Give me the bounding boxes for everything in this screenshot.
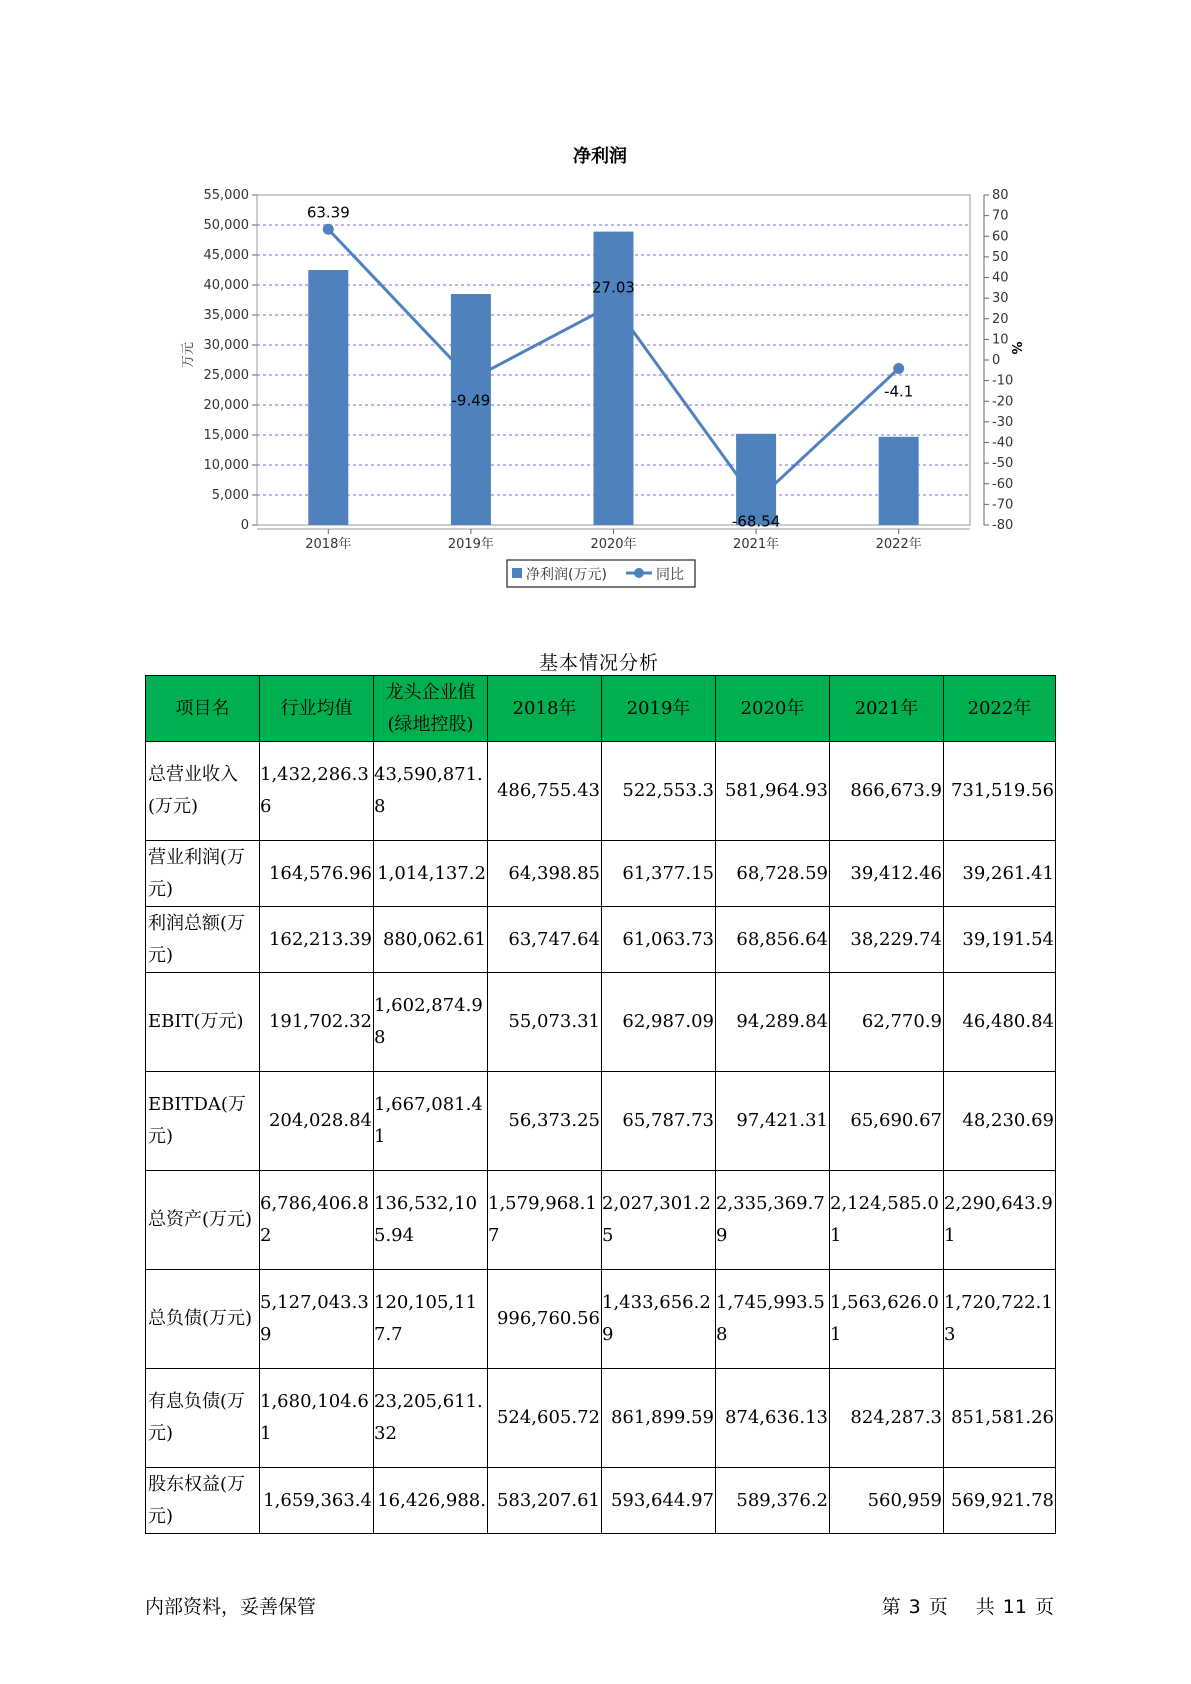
table-cell: 522,553.3 — [602, 742, 716, 841]
x-tick-label: 2019年 — [447, 537, 494, 552]
yoy-point — [751, 496, 762, 507]
table-cell: 94,289.84 — [716, 973, 830, 1072]
table-cell: 1,659,363.4 — [260, 1468, 374, 1534]
header-cell: 2021年 — [830, 676, 944, 742]
row-label-cell: 有息负债(万元) — [146, 1369, 260, 1468]
table-cell: 64,398.85 — [488, 841, 602, 907]
table-cell: 2,290,643.91 — [944, 1171, 1056, 1270]
table-cell: 1,667,081.41 — [374, 1072, 488, 1171]
y2-tick-label: -40 — [992, 435, 1014, 451]
table-cell: 191,702.32 — [260, 973, 374, 1072]
row-label-cell: EBITDA(万元) — [146, 1072, 260, 1171]
net-profit-chart — [0, 0, 1191, 600]
header-cell: 龙头企业值(绿地控股) — [374, 676, 488, 742]
legend-line-label: 同比 — [656, 567, 684, 583]
table-cell: 866,673.9 — [830, 742, 944, 841]
y2-tick-label: -70 — [992, 497, 1014, 513]
table-cell: 65,787.73 — [602, 1072, 716, 1171]
table-cell: 62,770.9 — [830, 973, 944, 1072]
y-tick-label: 10,000 — [203, 458, 249, 473]
x-tick-label: 2021年 — [733, 537, 780, 552]
table-cell: 16,426,988. — [374, 1468, 488, 1534]
x-tick-label: 2018年 — [305, 537, 352, 552]
yoy-point — [608, 299, 619, 310]
table-cell: 589,376.2 — [716, 1468, 830, 1534]
yoy-point — [323, 224, 334, 235]
y2-tick-label: 20 — [992, 311, 1009, 327]
table-cell: 136,532,105.94 — [374, 1171, 488, 1270]
page-indicator — [874, 1592, 1054, 1619]
table-cell: 824,287.3 — [830, 1369, 944, 1468]
table-cell: 1,602,874.98 — [374, 973, 488, 1072]
table-row — [146, 973, 1056, 1072]
table-cell: 1,432,286.36 — [260, 742, 374, 841]
table-cell: 39,261.41 — [944, 841, 1056, 907]
table-header-row — [146, 676, 1056, 742]
table-row — [146, 1369, 1056, 1468]
table-cell: 46,480.84 — [944, 973, 1056, 1072]
row-label-cell: 利润总额(万元) — [146, 907, 260, 973]
header-cell: 2018年 — [488, 676, 602, 742]
table-row — [146, 1072, 1056, 1171]
yoy-point — [465, 374, 476, 385]
table-cell: 6,786,406.82 — [260, 1171, 374, 1270]
table-cell: 1,014,137.2 — [374, 841, 488, 907]
legend-bar-swatch — [512, 568, 522, 578]
table-cell: 5,127,043.39 — [260, 1270, 374, 1369]
legend-line-marker — [634, 568, 644, 578]
table-title: 基本情况分析 — [538, 652, 659, 674]
y2-tick-label: 40 — [992, 270, 1009, 286]
table-cell: 23,205,611.32 — [374, 1369, 488, 1468]
table-cell: 593,644.97 — [602, 1468, 716, 1534]
table-cell: 880,062.61 — [374, 907, 488, 973]
row-label-cell: 总营业收入(万元) — [146, 742, 260, 841]
total-prefix: 共 — [975, 1596, 995, 1618]
table-cell: 996,760.56 — [488, 1270, 602, 1369]
basic-analysis-table — [145, 675, 1056, 1534]
y2-axis-label: % — [1008, 341, 1023, 355]
table-cell: 65,690.67 — [830, 1072, 944, 1171]
table-cell: 55,073.31 — [488, 973, 602, 1072]
table-cell: 583,207.61 — [488, 1468, 602, 1534]
table-cell: 164,576.96 — [260, 841, 374, 907]
confidential-note: 内部资料，妥善保管 — [145, 1596, 317, 1618]
table-cell: 38,229.74 — [830, 907, 944, 973]
table-cell: 63,747.64 — [488, 907, 602, 973]
table-cell: 62,987.09 — [602, 973, 716, 1072]
chart-bars — [308, 232, 918, 525]
header-cell: 行业均值 — [260, 676, 374, 742]
table-cell: 56,373.25 — [488, 1072, 602, 1171]
yoy-point — [893, 363, 904, 374]
table-cell: 1,579,968.17 — [488, 1171, 602, 1270]
table-cell: 68,728.59 — [716, 841, 830, 907]
page-total: 11 — [1002, 1596, 1027, 1618]
row-label-cell: 总资产(万元) — [146, 1171, 260, 1270]
table-cell: 874,636.13 — [716, 1369, 830, 1468]
page-unit: 页 — [928, 1596, 948, 1618]
table-cell: 1,720,722.13 — [944, 1270, 1056, 1369]
y2-tick-label: 50 — [992, 249, 1009, 265]
table-cell: 162,213.39 — [260, 907, 374, 973]
table-cell: 48,230.69 — [944, 1072, 1056, 1171]
table-cell: 861,899.59 — [602, 1369, 716, 1468]
header-cell: 项目名 — [146, 676, 260, 742]
table-row — [146, 1171, 1056, 1270]
y2-tick-label: -50 — [992, 456, 1014, 472]
y2-tick-label: 10 — [992, 332, 1009, 348]
legend-bar-label: 净利润(万元) — [526, 567, 607, 583]
row-label-cell: 股东权益(万元) — [146, 1468, 260, 1534]
yoy-data-label: 63.39 — [306, 203, 350, 222]
y-tick-label: 30,000 — [203, 338, 249, 353]
table-cell: 569,921.78 — [944, 1468, 1056, 1534]
table-row — [146, 907, 1056, 973]
table-cell: 560,959 — [830, 1468, 944, 1534]
chart-legend — [507, 560, 695, 587]
header-cell: 2020年 — [716, 676, 830, 742]
table-cell: 1,433,656.29 — [602, 1270, 716, 1369]
row-label-cell: EBIT(万元) — [146, 973, 260, 1072]
header-cell: 2019年 — [602, 676, 716, 742]
yoy-data-label: -9.49 — [451, 391, 491, 410]
net-profit-bar — [879, 437, 919, 525]
page-current: 3 — [908, 1596, 921, 1618]
net-profit-bar — [308, 270, 348, 525]
table-cell: 851,581.26 — [944, 1369, 1056, 1468]
table-cell: 61,063.73 — [602, 907, 716, 973]
y-tick-label: 55,000 — [203, 188, 249, 203]
table-cell: 120,105,117.7 — [374, 1270, 488, 1369]
y2-tick-label: 30 — [992, 291, 1009, 307]
page-prefix: 第 — [881, 1596, 901, 1618]
chart-title: 净利润 — [573, 146, 627, 167]
row-label-cell: 总负债(万元) — [146, 1270, 260, 1369]
table-cell: 97,421.31 — [716, 1072, 830, 1171]
row-label-cell: 营业利润(万元) — [146, 841, 260, 907]
table-cell: 731,519.56 — [944, 742, 1056, 841]
table-cell: 204,028.84 — [260, 1072, 374, 1171]
table-cell: 2,335,369.79 — [716, 1171, 830, 1270]
y2-tick-label: -60 — [992, 476, 1014, 492]
yoy-data-label: 27.03 — [592, 278, 635, 297]
table-cell: 1,745,993.58 — [716, 1270, 830, 1369]
y2-tick-label: -30 — [992, 414, 1014, 430]
y-tick-label: 35,000 — [203, 308, 249, 323]
table-row — [146, 742, 1056, 841]
y-axis-label: 万元 — [181, 341, 196, 369]
table-row — [146, 1270, 1056, 1369]
y-tick-label: 40,000 — [203, 278, 249, 293]
table-cell: 1,563,626.01 — [830, 1270, 944, 1369]
y-tick-label: 5,000 — [211, 488, 249, 503]
table-cell: 486,755.43 — [488, 742, 602, 841]
table-cell: 61,377.15 — [602, 841, 716, 907]
table-cell: 39,191.54 — [944, 907, 1056, 973]
y-tick-label: 45,000 — [203, 248, 249, 263]
table-row — [146, 841, 1056, 907]
y-tick-label: 0 — [240, 518, 249, 533]
yoy-data-label: -4.1 — [884, 382, 914, 401]
yoy-data-label: -68.54 — [731, 512, 781, 531]
y-tick-label: 15,000 — [203, 428, 249, 443]
y2-tick-label: -80 — [992, 518, 1014, 533]
y-tick-label: 50,000 — [203, 218, 249, 233]
header-cell: 2022年 — [944, 676, 1056, 742]
table-cell: 39,412.46 — [830, 841, 944, 907]
table-cell: 43,590,871.8 — [374, 742, 488, 841]
x-tick-label: 2020年 — [590, 537, 637, 552]
table-cell: 68,856.64 — [716, 907, 830, 973]
table-cell: 2,124,585.01 — [830, 1171, 944, 1270]
total-unit: 页 — [1034, 1596, 1054, 1618]
x-tick-label: 2022年 — [875, 537, 922, 552]
y-tick-label: 25,000 — [203, 368, 249, 383]
table-cell: 2,027,301.25 — [602, 1171, 716, 1270]
table-cell: 581,964.93 — [716, 742, 830, 841]
y-tick-label: 20,000 — [203, 398, 249, 413]
y2-tick-label: 80 — [992, 188, 1009, 203]
y2-tick-label: 0 — [992, 353, 1001, 368]
y2-tick-label: -20 — [992, 394, 1014, 410]
y2-tick-label: 70 — [992, 208, 1009, 224]
table-cell: 1,680,104.61 — [260, 1369, 374, 1468]
y2-tick-label: -10 — [992, 373, 1014, 389]
y2-tick-label: 60 — [992, 229, 1009, 245]
table-row — [146, 1468, 1056, 1534]
net-profit-bar — [736, 434, 776, 525]
net-profit-bar — [594, 232, 634, 525]
table-cell: 524,605.72 — [488, 1369, 602, 1468]
